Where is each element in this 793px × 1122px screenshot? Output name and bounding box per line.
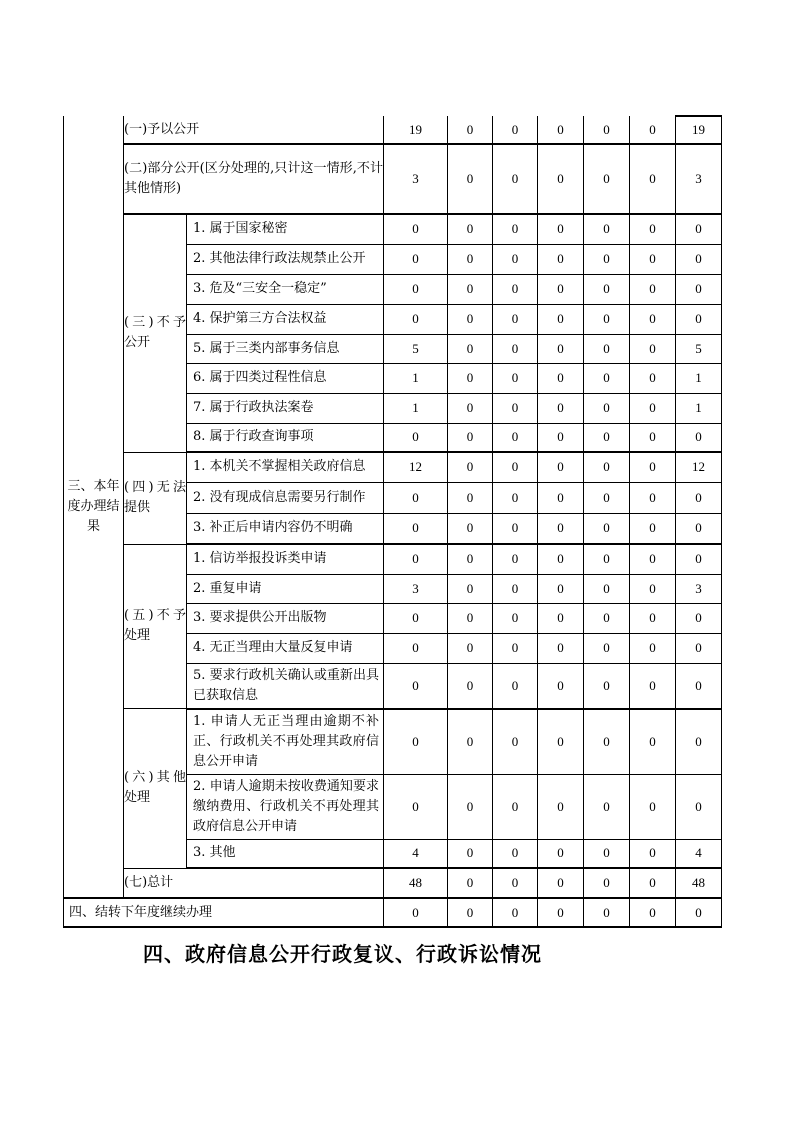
sub-item-label-cell: 3. 其他 [187, 839, 384, 868]
value-cell: 0 [630, 839, 676, 868]
value-cell: 0 [448, 452, 493, 482]
value-cell: 0 [630, 898, 676, 927]
value-cell: 0 [538, 603, 584, 633]
value-cell: 0 [448, 603, 493, 633]
value-cell: 5 [384, 334, 448, 363]
value-cell: 0 [676, 274, 722, 304]
value-cell: 0 [448, 839, 493, 868]
value-cell: 0 [448, 144, 493, 214]
sub-item-label-cell: 1. 申请人无正当理由逾期不补正、行政机关不再处理其政府信息公开申请 [187, 709, 384, 775]
value-cell: 0 [384, 633, 448, 663]
item-label-cell: (一)予以公开 [124, 116, 384, 144]
value-cell: 0 [538, 334, 584, 363]
value-cell: 0 [630, 244, 676, 274]
value-cell: 0 [630, 304, 676, 334]
value-cell: 0 [384, 663, 448, 709]
value-cell: 0 [493, 274, 538, 304]
value-cell: 48 [384, 868, 448, 898]
value-cell: 0 [448, 214, 493, 244]
annual-results-table [63, 115, 722, 928]
value-cell: 0 [448, 574, 493, 603]
section-heading: 四、政府信息公开行政复议、行政诉讼情况 [143, 942, 542, 966]
value-cell: 0 [384, 898, 448, 927]
value-cell: 4 [384, 839, 448, 868]
value-cell: 0 [493, 574, 538, 603]
value-cell: 0 [630, 482, 676, 513]
value-cell: 0 [538, 393, 584, 423]
value-cell: 0 [584, 116, 630, 144]
value-cell: 0 [584, 663, 630, 709]
sub-item-label-cell: 3. 补正后申请内容仍不明确 [187, 513, 384, 544]
category-label-cell: (三)不予公开 [124, 214, 187, 452]
value-cell: 0 [493, 144, 538, 214]
sub-item-label-cell: 5. 属于三类内部事务信息 [187, 334, 384, 363]
value-cell: 12 [676, 452, 722, 482]
value-cell: 0 [538, 304, 584, 334]
value-cell: 0 [493, 868, 538, 898]
value-cell: 0 [384, 304, 448, 334]
sub-item-label-cell: 2. 申请人逾期未按收费通知要求缴纳费用、行政机关不再处理其政府信息公开申请 [187, 774, 384, 839]
value-cell: 0 [493, 334, 538, 363]
value-cell: 0 [584, 144, 630, 214]
value-cell: 0 [584, 452, 630, 482]
value-cell: 0 [493, 544, 538, 574]
value-cell: 0 [630, 423, 676, 452]
value-cell: 0 [448, 868, 493, 898]
value-cell: 0 [538, 663, 584, 709]
value-cell: 0 [384, 774, 448, 839]
value-cell: 0 [384, 709, 448, 775]
category-label-cell: (六)其他处理 [124, 709, 187, 869]
value-cell: 0 [676, 482, 722, 513]
value-cell: 0 [384, 214, 448, 244]
value-cell: 0 [493, 452, 538, 482]
value-cell: 0 [676, 304, 722, 334]
value-cell: 0 [448, 898, 493, 927]
value-cell: 0 [538, 868, 584, 898]
value-cell: 0 [630, 663, 676, 709]
results-table-body [64, 116, 722, 927]
value-cell: 12 [384, 452, 448, 482]
value-cell: 0 [676, 544, 722, 574]
value-cell: 0 [384, 513, 448, 544]
table-row [64, 214, 722, 244]
value-cell: 0 [630, 452, 676, 482]
value-cell: 0 [493, 513, 538, 544]
value-cell: 0 [493, 244, 538, 274]
value-cell: 0 [676, 244, 722, 274]
value-cell: 0 [493, 839, 538, 868]
sub-item-label-cell: 2. 重复申请 [187, 574, 384, 603]
value-cell: 0 [584, 423, 630, 452]
value-cell: 0 [493, 774, 538, 839]
value-cell: 1 [384, 393, 448, 423]
value-cell: 0 [448, 304, 493, 334]
sub-item-label-cell: 4. 无正当理由大量反复申请 [187, 633, 384, 663]
value-cell: 0 [584, 214, 630, 244]
value-cell: 1 [676, 363, 722, 393]
value-cell: 0 [676, 709, 722, 775]
value-cell: 0 [538, 452, 584, 482]
table-row [64, 544, 722, 574]
sub-item-label-cell: 4. 保护第三方合法权益 [187, 304, 384, 334]
value-cell: 0 [584, 274, 630, 304]
value-cell: 0 [584, 709, 630, 775]
value-cell: 1 [676, 393, 722, 423]
value-cell: 0 [448, 423, 493, 452]
row-group-label: 三、本年度办理结果 [64, 116, 124, 898]
value-cell: 0 [676, 663, 722, 709]
value-cell: 0 [493, 898, 538, 927]
value-cell: 0 [538, 633, 584, 663]
sub-item-label-cell: 8. 属于行政查询事项 [187, 423, 384, 452]
value-cell: 0 [584, 334, 630, 363]
value-cell: 0 [448, 663, 493, 709]
value-cell: 0 [584, 304, 630, 334]
value-cell: 0 [448, 393, 493, 423]
value-cell: 0 [676, 513, 722, 544]
sub-item-label-cell: 3. 危及“三安全一稳定” [187, 274, 384, 304]
table-row [64, 116, 722, 144]
value-cell: 19 [676, 116, 722, 144]
value-cell: 0 [538, 363, 584, 393]
value-cell: 0 [448, 244, 493, 274]
value-cell: 0 [584, 513, 630, 544]
value-cell: 0 [493, 482, 538, 513]
value-cell: 0 [448, 774, 493, 839]
value-cell: 0 [538, 116, 584, 144]
value-cell: 0 [493, 663, 538, 709]
value-cell: 0 [630, 144, 676, 214]
value-cell: 0 [384, 544, 448, 574]
value-cell: 0 [384, 482, 448, 513]
table-row [64, 709, 722, 775]
value-cell: 0 [538, 574, 584, 603]
table-row [64, 868, 722, 898]
value-cell: 0 [538, 214, 584, 244]
table-row [64, 898, 722, 927]
category-label-cell: (五)不予处理 [124, 544, 187, 709]
value-cell: 0 [584, 393, 630, 423]
value-cell: 0 [448, 116, 493, 144]
value-cell: 0 [630, 774, 676, 839]
value-cell: 0 [630, 334, 676, 363]
value-cell: 0 [630, 633, 676, 663]
value-cell: 0 [630, 574, 676, 603]
value-cell: 0 [493, 363, 538, 393]
value-cell: 0 [493, 603, 538, 633]
value-cell: 0 [448, 513, 493, 544]
sub-item-label-cell: 6. 属于四类过程性信息 [187, 363, 384, 393]
value-cell: 0 [630, 544, 676, 574]
value-cell: 0 [493, 116, 538, 144]
value-cell: 0 [584, 868, 630, 898]
value-cell: 3 [384, 144, 448, 214]
value-cell: 0 [584, 898, 630, 927]
value-cell: 0 [493, 633, 538, 663]
value-cell: 4 [676, 839, 722, 868]
value-cell: 0 [630, 603, 676, 633]
value-cell: 0 [676, 898, 722, 927]
value-cell: 0 [538, 274, 584, 304]
value-cell: 0 [448, 274, 493, 304]
item-label-cell: (二)部分公开(区分处理的,只计这一情形,不计其他情形) [124, 144, 384, 214]
value-cell: 0 [493, 709, 538, 775]
value-cell: 0 [630, 116, 676, 144]
value-cell: 0 [676, 774, 722, 839]
value-cell: 0 [630, 868, 676, 898]
value-cell: 0 [538, 144, 584, 214]
carryover-label-cell: 四、结转下年度继续办理 [64, 898, 384, 927]
value-cell: 0 [630, 709, 676, 775]
value-cell: 0 [384, 274, 448, 304]
sub-item-label-cell: 7. 属于行政执法案卷 [187, 393, 384, 423]
value-cell: 0 [384, 423, 448, 452]
value-cell: 0 [584, 244, 630, 274]
value-cell: 0 [448, 482, 493, 513]
value-cell: 0 [630, 393, 676, 423]
value-cell: 0 [538, 482, 584, 513]
category-label-cell: (四)无法提供 [124, 452, 187, 544]
value-cell: 0 [448, 544, 493, 574]
value-cell: 0 [538, 423, 584, 452]
value-cell: 0 [584, 774, 630, 839]
value-cell: 0 [676, 603, 722, 633]
value-cell: 0 [384, 603, 448, 633]
sub-item-label-cell: 2. 没有现成信息需要另行制作 [187, 482, 384, 513]
value-cell: 0 [538, 839, 584, 868]
value-cell: 0 [630, 513, 676, 544]
value-cell: 0 [630, 363, 676, 393]
value-cell: 0 [448, 334, 493, 363]
sub-item-label-cell: 2. 其他法律行政法规禁止公开 [187, 244, 384, 274]
value-cell: 3 [676, 144, 722, 214]
value-cell: 1 [384, 363, 448, 393]
sub-item-label-cell: 1. 本机关不掌握相关政府信息 [187, 452, 384, 482]
value-cell: 0 [493, 214, 538, 244]
value-cell: 0 [538, 774, 584, 839]
sub-item-label-cell: 1. 属于国家秘密 [187, 214, 384, 244]
sub-item-label-cell: 5. 要求行政机关确认或重新出具已获取信息 [187, 663, 384, 709]
value-cell: 0 [584, 603, 630, 633]
value-cell: 19 [384, 116, 448, 144]
value-cell: 0 [584, 574, 630, 603]
value-cell: 0 [584, 544, 630, 574]
value-cell: 0 [493, 304, 538, 334]
value-cell: 0 [676, 423, 722, 452]
value-cell: 0 [538, 709, 584, 775]
value-cell: 0 [538, 544, 584, 574]
value-cell: 0 [493, 393, 538, 423]
value-cell: 0 [538, 513, 584, 544]
value-cell: 0 [493, 423, 538, 452]
value-cell: 0 [448, 709, 493, 775]
value-cell: 0 [630, 274, 676, 304]
value-cell: 0 [676, 633, 722, 663]
item-label-cell: (七)总计 [124, 868, 384, 898]
value-cell: 0 [538, 244, 584, 274]
value-cell: 0 [584, 363, 630, 393]
value-cell: 3 [676, 574, 722, 603]
table-row [64, 452, 722, 482]
sub-item-label-cell: 1. 信访举报投诉类申请 [187, 544, 384, 574]
value-cell: 5 [676, 334, 722, 363]
value-cell: 0 [448, 633, 493, 663]
value-cell: 0 [584, 839, 630, 868]
value-cell: 0 [538, 898, 584, 927]
value-cell: 48 [676, 868, 722, 898]
value-cell: 0 [448, 363, 493, 393]
sub-item-label-cell: 3. 要求提供公开出版物 [187, 603, 384, 633]
value-cell: 0 [584, 482, 630, 513]
value-cell: 0 [630, 214, 676, 244]
table-row [64, 144, 722, 214]
value-cell: 0 [384, 244, 448, 274]
value-cell: 0 [584, 633, 630, 663]
value-cell: 3 [384, 574, 448, 603]
value-cell: 0 [676, 214, 722, 244]
